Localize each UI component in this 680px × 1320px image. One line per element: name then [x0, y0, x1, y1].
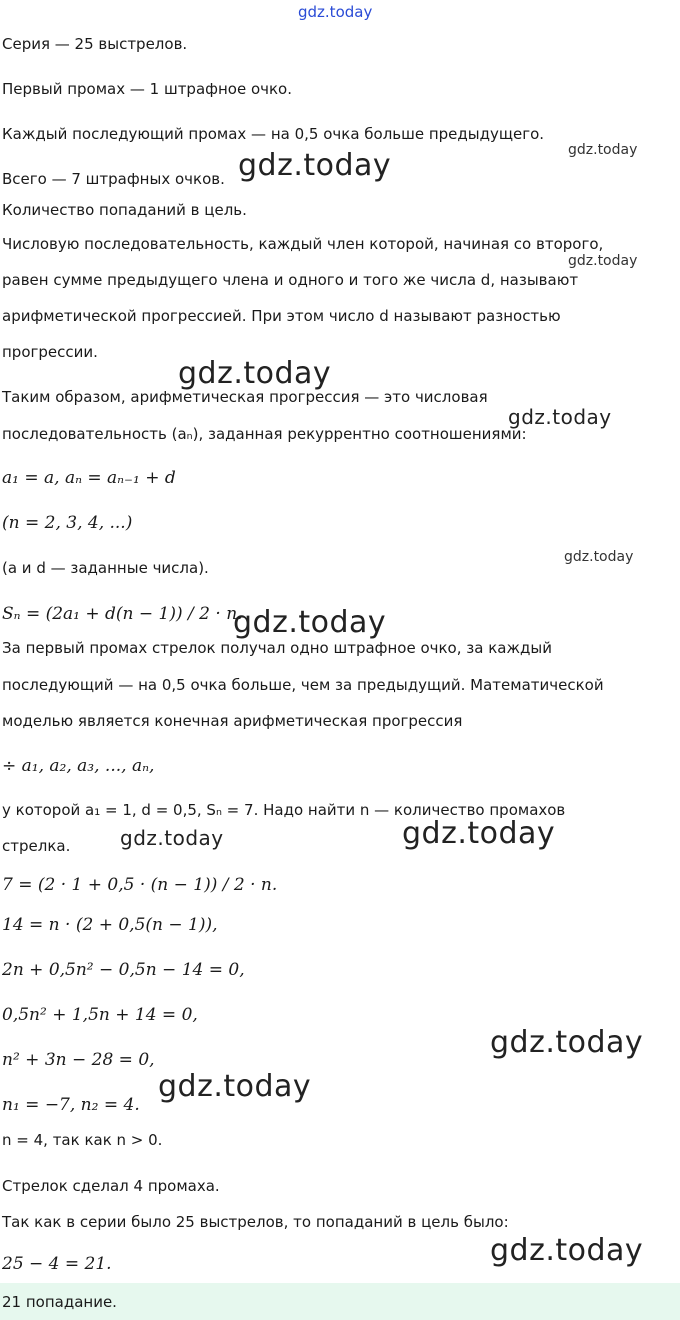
formula-range: (n = 2, 3, 4, ...) — [2, 513, 133, 533]
text-line: За первый промах стрелок получал одно штрафное очко, за каждый — [2, 639, 552, 657]
watermark: gdz.today — [238, 148, 392, 183]
text-line: Таким образом, арифметическая прогрессия — это числовая — [2, 388, 488, 406]
watermark-logo: gdz.today — [298, 3, 373, 21]
watermark: gdz.today — [508, 405, 612, 429]
text-line: Числовую последовательность, каждый член которой, начиная со второго, — [2, 235, 604, 253]
equation: n₁ = −7, n₂ = 4. — [2, 1095, 140, 1115]
watermark: gdz.today — [178, 356, 332, 391]
text-line: Первый промах — 1 штрафное очко. — [2, 80, 292, 98]
text-line: Количество попаданий в цель. — [2, 201, 247, 219]
watermark: gdz.today — [402, 816, 556, 851]
watermark: gdz.today — [568, 253, 638, 269]
text-line: у которой a₁ = 1, d = 0,5, Sₙ = 7. Надо найти n — количество промахов — [2, 801, 566, 819]
watermark: gdz.today — [568, 142, 638, 158]
watermark: gdz.today — [564, 549, 634, 565]
text-line: Стрелок сделал 4 промаха. — [2, 1177, 220, 1195]
text-line: (a и d — заданные числа). — [2, 559, 209, 577]
equation: 25 − 4 = 21. — [2, 1254, 112, 1274]
equation: 14 = n · (2 + 0,5(n − 1)), — [2, 915, 218, 935]
watermark: gdz.today — [490, 1025, 644, 1060]
text-line: стрелка. — [2, 837, 71, 855]
text-line: арифметической прогрессией. При этом число d называют разностью — [2, 307, 561, 325]
text-line: Каждый последующий промах — на 0,5 очка больше предыдущего. — [2, 125, 545, 143]
equation: n² + 3n − 28 = 0, — [2, 1050, 155, 1070]
equation: 0,5n² + 1,5n + 14 = 0, — [2, 1005, 198, 1025]
text-line: Серия — 25 выстрелов. — [2, 35, 188, 53]
equation: 2n + 0,5n² − 0,5n − 14 = 0, — [2, 960, 245, 980]
answer-text: 21 попадание. — [2, 1293, 117, 1311]
text-line: Всего — 7 штрафных очков. — [2, 170, 225, 188]
text-line: прогрессии. — [2, 343, 98, 361]
text-line: n = 4, так как n > 0. — [2, 1131, 163, 1149]
text-line: равен сумме предыдущего члена и одного и того же числа d, называют — [2, 271, 579, 289]
watermark: gdz.today — [158, 1069, 312, 1104]
formula-recurrence: a₁ = a, aₙ = aₙ₋₁ + d — [2, 468, 176, 488]
formula-sequence: ÷ a₁, a₂, a₃, ..., aₙ, — [2, 756, 155, 776]
formula-sum: Sₙ = (2a₁ + d(n − 1)) / 2 · n. — [2, 604, 243, 624]
text-line: последовательность (aₙ), заданная рекуррентно соотношениями: — [2, 425, 527, 443]
watermark: gdz.today — [490, 1233, 644, 1268]
watermark: gdz.today — [233, 605, 387, 640]
text-line: моделью является конечная арифметическая прогрессия — [2, 712, 463, 730]
text-line: последующий — на 0,5 очка больше, чем за предыдущий. Математической — [2, 676, 604, 694]
equation: 7 = (2 · 1 + 0,5 · (n − 1)) / 2 · n. — [2, 875, 278, 895]
text-line: Так как в серии было 25 выстрелов, то попаданий в цель было: — [2, 1213, 509, 1231]
watermark: gdz.today — [120, 826, 224, 850]
